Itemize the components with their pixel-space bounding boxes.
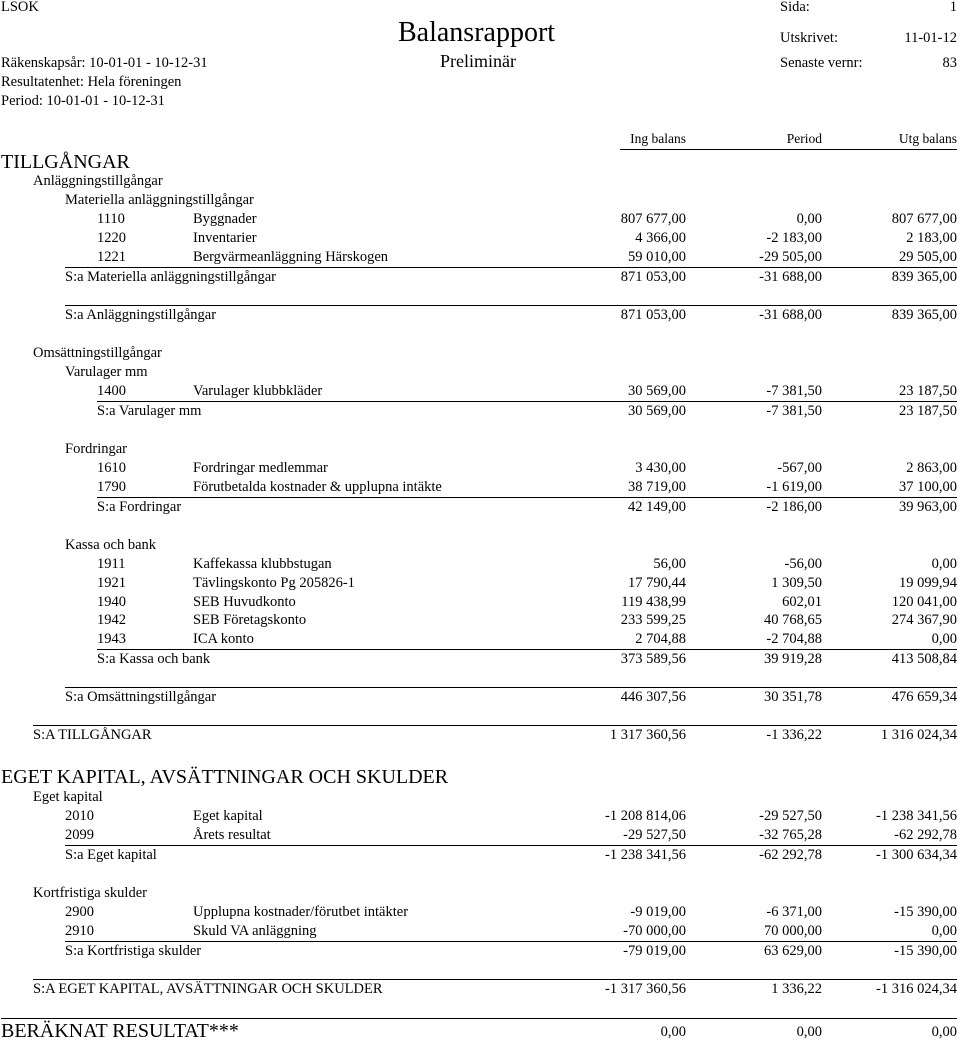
subtotal-rule <box>65 687 957 688</box>
printed-label: Utskrivet: <box>780 30 838 46</box>
page-label: Sida: <box>780 0 810 15</box>
closing-balance: -1 300 634,34 <box>876 847 957 863</box>
period-change: -29 527,50 <box>759 808 822 824</box>
account-name: Eget kapital <box>193 808 263 824</box>
closing-balance: 2 863,00 <box>906 460 957 476</box>
period-change: 30 351,78 <box>764 689 822 705</box>
subtotal-label: S:a Varulager mm <box>97 403 202 419</box>
closing-balance: 19 099,94 <box>899 575 957 591</box>
voucher-label: Senaste vernr: <box>780 55 863 71</box>
closing-balance: 37 100,00 <box>899 479 957 495</box>
period-change: 40 768,65 <box>764 612 822 628</box>
subgroup-cash: Kassa och bank <box>65 537 157 553</box>
account-number: 1921 <box>97 575 126 591</box>
result-unit: Resultatenhet: Hela föreningen <box>1 74 182 90</box>
closing-balance: 0,00 <box>931 631 957 647</box>
account-number: 1220 <box>97 230 126 246</box>
account-name: Varulager klubbkläder <box>193 383 323 399</box>
closing-balance: 23 187,50 <box>899 383 957 399</box>
opening-balance: 30 569,00 <box>628 403 686 419</box>
opening-balance: 2 704,88 <box>635 631 686 647</box>
period-change: 1 336,22 <box>771 981 822 997</box>
subtotal-label: S:a Kortfristiga skulder <box>65 943 202 959</box>
closing-balance: 274 367,90 <box>891 612 957 628</box>
opening-balance: 38 719,00 <box>628 479 686 495</box>
report-subtitle: Preliminär <box>440 51 516 71</box>
page-number: 1 <box>949 0 957 15</box>
opening-balance: 0,00 <box>660 1024 686 1040</box>
voucher-number: 83 <box>942 55 957 71</box>
account-name: ICA konto <box>193 631 254 647</box>
closing-balance: 476 659,34 <box>891 689 957 705</box>
account-name: Inventarier <box>193 230 257 246</box>
period-change: -1 336,22 <box>766 727 822 743</box>
account-number: 1942 <box>97 612 126 628</box>
account-name: Bergvärmeanläggning Härskogen <box>193 249 389 265</box>
period-change: -32 765,28 <box>759 827 822 843</box>
account-name: Kaffekassa klubbstugan <box>193 556 332 572</box>
account-name: SEB Företagskonto <box>193 612 307 628</box>
period-change: -567,00 <box>777 460 822 476</box>
fiscal-year: Räkenskapsår: 10-01-01 - 10-12-31 <box>1 55 208 71</box>
period-change: 0,00 <box>796 1024 822 1040</box>
account-number: 1221 <box>97 249 126 265</box>
account-name: Skuld VA anläggning <box>193 923 317 939</box>
subtotal-label: S:a Omsättningstillgångar <box>65 689 217 705</box>
subtotal-rule <box>65 845 957 846</box>
group-fixed-assets: Anläggningstillgångar <box>33 173 163 189</box>
total-rule <box>33 979 957 980</box>
account-name: Upplupna kostnader/förutbet intäkter <box>193 904 409 920</box>
period-change: 70 000,00 <box>764 923 822 939</box>
account-number: 2010 <box>65 808 94 824</box>
opening-balance: 4 366,00 <box>635 230 686 246</box>
opening-balance: -9 019,00 <box>630 904 686 920</box>
subtotal-label: S:a Kassa och bank <box>97 651 211 667</box>
col-header-period: Period <box>786 131 822 146</box>
account-name: Fordringar medlemmar <box>193 460 328 476</box>
opening-balance: 119 438,99 <box>621 594 686 610</box>
opening-balance: 42 149,00 <box>628 499 686 515</box>
account-number: 1943 <box>97 631 126 647</box>
subtotal-rule <box>65 305 957 306</box>
subtotal-label: S:a Anläggningstillgångar <box>65 307 217 323</box>
period-range: Period: 10-01-01 - 10-12-31 <box>1 93 165 109</box>
subtotal-label: S:a Fordringar <box>97 499 182 515</box>
result-rule <box>1 1018 957 1019</box>
account-number: 1400 <box>97 383 126 399</box>
account-name: SEB Huvudkonto <box>193 594 296 610</box>
closing-balance: 0,00 <box>931 923 957 939</box>
total-label: S:A TILLGÅNGAR <box>33 727 152 743</box>
closing-balance: 2 183,00 <box>906 230 957 246</box>
closing-balance: -62 292,78 <box>894 827 957 843</box>
account-number: 2099 <box>65 827 94 843</box>
account-name: Byggnader <box>193 211 257 227</box>
computed-result-label: BERÄKNAT RESULTAT*** <box>1 1020 239 1042</box>
closing-balance: 23 187,50 <box>899 403 957 419</box>
period-change: -7 381,50 <box>766 383 822 399</box>
account-number: 1940 <box>97 594 126 610</box>
opening-balance: 446 307,56 <box>620 689 686 705</box>
opening-balance: 30 569,00 <box>628 383 686 399</box>
account-number: 1790 <box>97 479 126 495</box>
subgroup-tangible: Materiella anläggningstillgångar <box>65 192 254 208</box>
period-change: -29 505,00 <box>759 249 822 265</box>
period-change: -2 183,00 <box>766 230 822 246</box>
closing-balance: 807 677,00 <box>891 211 957 227</box>
opening-balance: 373 589,56 <box>620 651 686 667</box>
period-change: 0,00 <box>796 211 822 227</box>
closing-balance: 29 505,00 <box>899 249 957 265</box>
opening-balance: 807 677,00 <box>620 211 686 227</box>
period-change: 1 309,50 <box>771 575 822 591</box>
period-change: -31 688,00 <box>759 269 822 285</box>
period-change: -62 292,78 <box>759 847 822 863</box>
printed-date: 11-01-12 <box>904 30 957 46</box>
section-assets: TILLGÅNGAR <box>1 151 130 173</box>
closing-balance: 0,00 <box>931 556 957 572</box>
subtotal-rule <box>65 267 957 268</box>
closing-balance: 413 508,84 <box>891 651 957 667</box>
period-change: -7 381,50 <box>766 403 822 419</box>
period-change: 602,01 <box>782 594 822 610</box>
period-change: 39 919,28 <box>764 651 822 667</box>
subtotal-rule <box>65 941 957 942</box>
opening-balance: 233 599,25 <box>620 612 686 628</box>
closing-balance: 0,00 <box>931 1024 957 1040</box>
account-number: 1110 <box>97 211 125 227</box>
account-name: Förutbetalda kostnader & upplupna intäkte <box>193 479 442 495</box>
group-equity: Eget kapital <box>33 789 103 805</box>
opening-balance: 56,00 <box>653 556 686 572</box>
period-change: -31 688,00 <box>759 307 822 323</box>
opening-balance: -29 527,50 <box>623 827 686 843</box>
account-number: 2900 <box>65 904 94 920</box>
subtotal-label: S:a Materiella anläggningstillgångar <box>65 269 276 285</box>
period-change: -56,00 <box>784 556 822 572</box>
period-change: -2 186,00 <box>766 499 822 515</box>
closing-balance: -15 390,00 <box>894 904 957 920</box>
header-rule <box>620 149 957 150</box>
account-number: 1610 <box>97 460 126 476</box>
opening-balance: 17 790,44 <box>628 575 686 591</box>
closing-balance: 839 365,00 <box>891 307 957 323</box>
closing-balance: -1 238 341,56 <box>876 808 957 824</box>
closing-balance: -15 390,00 <box>894 943 957 959</box>
period-change: 63 629,00 <box>764 943 822 959</box>
account-number: 2910 <box>65 923 94 939</box>
opening-balance: -1 208 814,06 <box>605 808 686 824</box>
subgroup-inventory: Varulager mm <box>65 364 148 380</box>
account-number: 1911 <box>97 556 126 572</box>
period-change: -2 704,88 <box>766 631 822 647</box>
opening-balance: -1 317 360,56 <box>605 981 686 997</box>
opening-balance: -1 238 341,56 <box>605 847 686 863</box>
closing-balance: 1 316 024,34 <box>880 727 957 743</box>
subtotal-rule <box>97 401 957 402</box>
closing-balance: 839 365,00 <box>891 269 957 285</box>
account-name: Årets resultat <box>193 827 271 843</box>
opening-balance: 3 430,00 <box>635 460 686 476</box>
section-equity-liabilities: EGET KAPITAL, AVSÄTTNINGAR OCH SKULDER <box>1 766 449 788</box>
opening-balance: -70 000,00 <box>623 923 686 939</box>
closing-balance: 39 963,00 <box>899 499 957 515</box>
opening-balance: 1 317 360,56 <box>609 727 686 743</box>
col-header-closing: Utg balans <box>898 131 957 146</box>
opening-balance: 871 053,00 <box>620 307 686 323</box>
total-label: S:A EGET KAPITAL, AVSÄTTNINGAR OCH SKULDER <box>33 981 383 997</box>
group-short-term-liabilities: Kortfristiga skulder <box>33 885 147 901</box>
total-rule <box>33 725 957 726</box>
subgroup-receivables: Fordringar <box>65 441 128 457</box>
period-change: -1 619,00 <box>766 479 822 495</box>
period-change: -6 371,00 <box>766 904 822 920</box>
opening-balance: -79 019,00 <box>623 943 686 959</box>
subtotal-rule <box>97 649 957 650</box>
org-name: LSOK <box>1 0 39 15</box>
subtotal-rule <box>97 497 957 498</box>
group-current-assets: Omsättningstillgångar <box>33 345 162 361</box>
subtotal-label: S:a Eget kapital <box>65 847 157 863</box>
opening-balance: 59 010,00 <box>628 249 686 265</box>
account-name: Tävlingskonto Pg 205826-1 <box>193 575 355 591</box>
report-title: Balansrapport <box>398 17 556 48</box>
opening-balance: 871 053,00 <box>620 269 686 285</box>
col-header-opening: Ing balans <box>630 131 686 146</box>
closing-balance: 120 041,00 <box>891 594 957 610</box>
closing-balance: -1 316 024,34 <box>876 981 957 997</box>
